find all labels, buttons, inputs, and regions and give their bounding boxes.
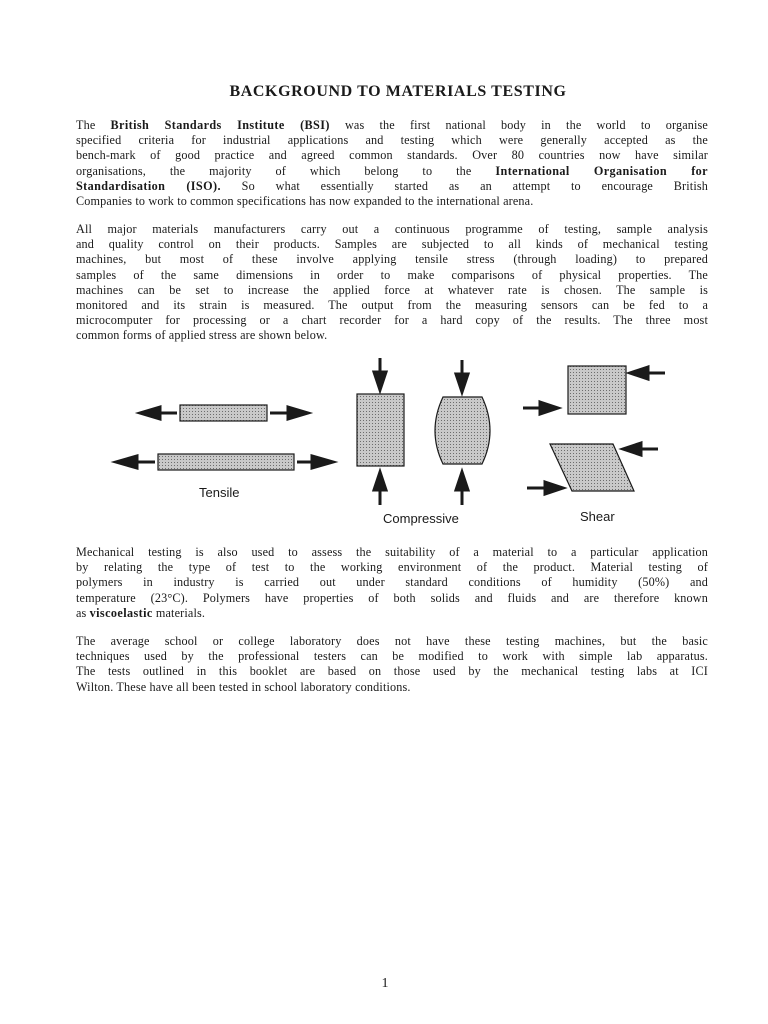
- compressive-label: Compressive: [383, 511, 459, 526]
- p2-line-2: and quality control on their products. Samples are subjected to all kinds of mechanical testing: [76, 237, 708, 252]
- p2-line-7: microcomputer for processing or a chart recorder for a hard copy of the results. The three most: [76, 313, 708, 328]
- shear-sample-deformed: [550, 444, 634, 491]
- p1-line-4: [76, 164, 708, 179]
- compressive-sample: [357, 394, 404, 466]
- paragraph-mechanical-testing: [76, 545, 708, 621]
- page-title: BACKGROUND TO MATERIALS TESTING: [229, 83, 567, 100]
- arrow-left-icon: [630, 367, 665, 379]
- p3-line-3: polymers in industry is carried out under standard conditions of humidity (50%) and: [76, 575, 708, 590]
- p2-line-3: machines, but most of these involve applying tensile stress (through loading) to prepared: [76, 252, 708, 267]
- p4-line-2: techniques used by the professional testers can be modified to work with simple lab apparatus.: [76, 649, 708, 664]
- text: as: [76, 605, 90, 620]
- p2-line-1: All major materials manufacturers carry out a continuous programme of testing, sample analysis: [76, 222, 708, 236]
- p1-line-2: specified criteria for industrial applications and testing which were generally accepted as the: [76, 133, 708, 148]
- tensile-sample-short: [180, 405, 267, 421]
- p4-line-1: The average school or college laboratory does not have these testing machines, but the basic: [76, 634, 708, 648]
- iso-term: International Organisation for: [495, 163, 708, 178]
- arrow-left-icon: [623, 443, 658, 455]
- arrow-left-icon: [140, 407, 177, 419]
- arrow-right-icon: [523, 402, 558, 414]
- shear-label: Shear: [580, 509, 615, 524]
- p3-line-5: [76, 606, 708, 621]
- arrow-down-icon: [374, 358, 386, 390]
- tensile-label: Tensile: [199, 485, 240, 500]
- page-number: 1: [381, 976, 389, 991]
- arrow-down-icon: [456, 360, 468, 392]
- text: organisations, the majority of which belong to the: [76, 163, 496, 178]
- shear-sample-square: [568, 366, 626, 414]
- p4-line-3: The tests outlined in this booklet are based on those used by the mechanical testing labs at ICI: [76, 664, 708, 679]
- tensile-sample-long: [158, 454, 294, 470]
- p1-line-5: [76, 179, 708, 194]
- tensile-diagram: [116, 405, 333, 470]
- text: was the first national body in the world to organise: [329, 118, 708, 132]
- p3-line-1: Mechanical testing is also used to assess the suitability of a material to a particular application: [76, 545, 708, 559]
- iso-term-cont: Standardisation (ISO).: [76, 178, 221, 193]
- arrow-right-icon: [527, 482, 563, 494]
- p3-line-4: temperature (23°C). Polymers have properties of both solids and fluids and are therefore known: [76, 590, 708, 605]
- p1-line-1: [76, 118, 708, 133]
- bsi-term: British Standards Institute (BSI): [110, 118, 330, 132]
- compressive-diagram: [357, 358, 490, 505]
- p2-line-5: machines can be set to increase the applied force at whatever rate is chosen. The sample is: [76, 282, 708, 297]
- paragraph-bsi: [76, 118, 708, 209]
- text: materials.: [152, 605, 206, 620]
- viscoelastic-term: viscoelastic: [89, 605, 153, 620]
- p3-line-2: by relating the type of test to the working environment of the product. Material testing of: [76, 560, 708, 575]
- arrow-right-icon: [270, 407, 308, 419]
- arrow-left-icon: [116, 456, 155, 468]
- text: So what essentially started as an attempt to encourage British: [220, 178, 708, 193]
- text: The: [76, 118, 111, 132]
- p1-line-3: bench-mark of good practice and agreed common standards. Over 80 countries now have similar: [76, 148, 708, 163]
- arrow-up-icon: [456, 472, 468, 505]
- p2-line-8: common forms of applied stress are shown below.: [76, 328, 328, 343]
- shear-diagram: [523, 366, 665, 494]
- arrow-up-icon: [374, 472, 386, 505]
- compressed-sample: [435, 397, 490, 464]
- paragraph-testing: [76, 222, 708, 344]
- p2-line-6: monitored and its strain is measured. The output from the measuring sensors can be fed to a: [76, 298, 708, 313]
- arrow-right-icon: [297, 456, 333, 468]
- p1-line-6: Companies to work to common specifications has now expanded to the international arena.: [76, 194, 534, 209]
- paragraph-school-lab: [76, 634, 708, 695]
- p2-line-4: samples of the same dimensions in order to make comparisons of physical properties. The: [76, 267, 708, 282]
- p4-line-4: Wilton. These have all been tested in school laboratory conditions.: [76, 679, 411, 694]
